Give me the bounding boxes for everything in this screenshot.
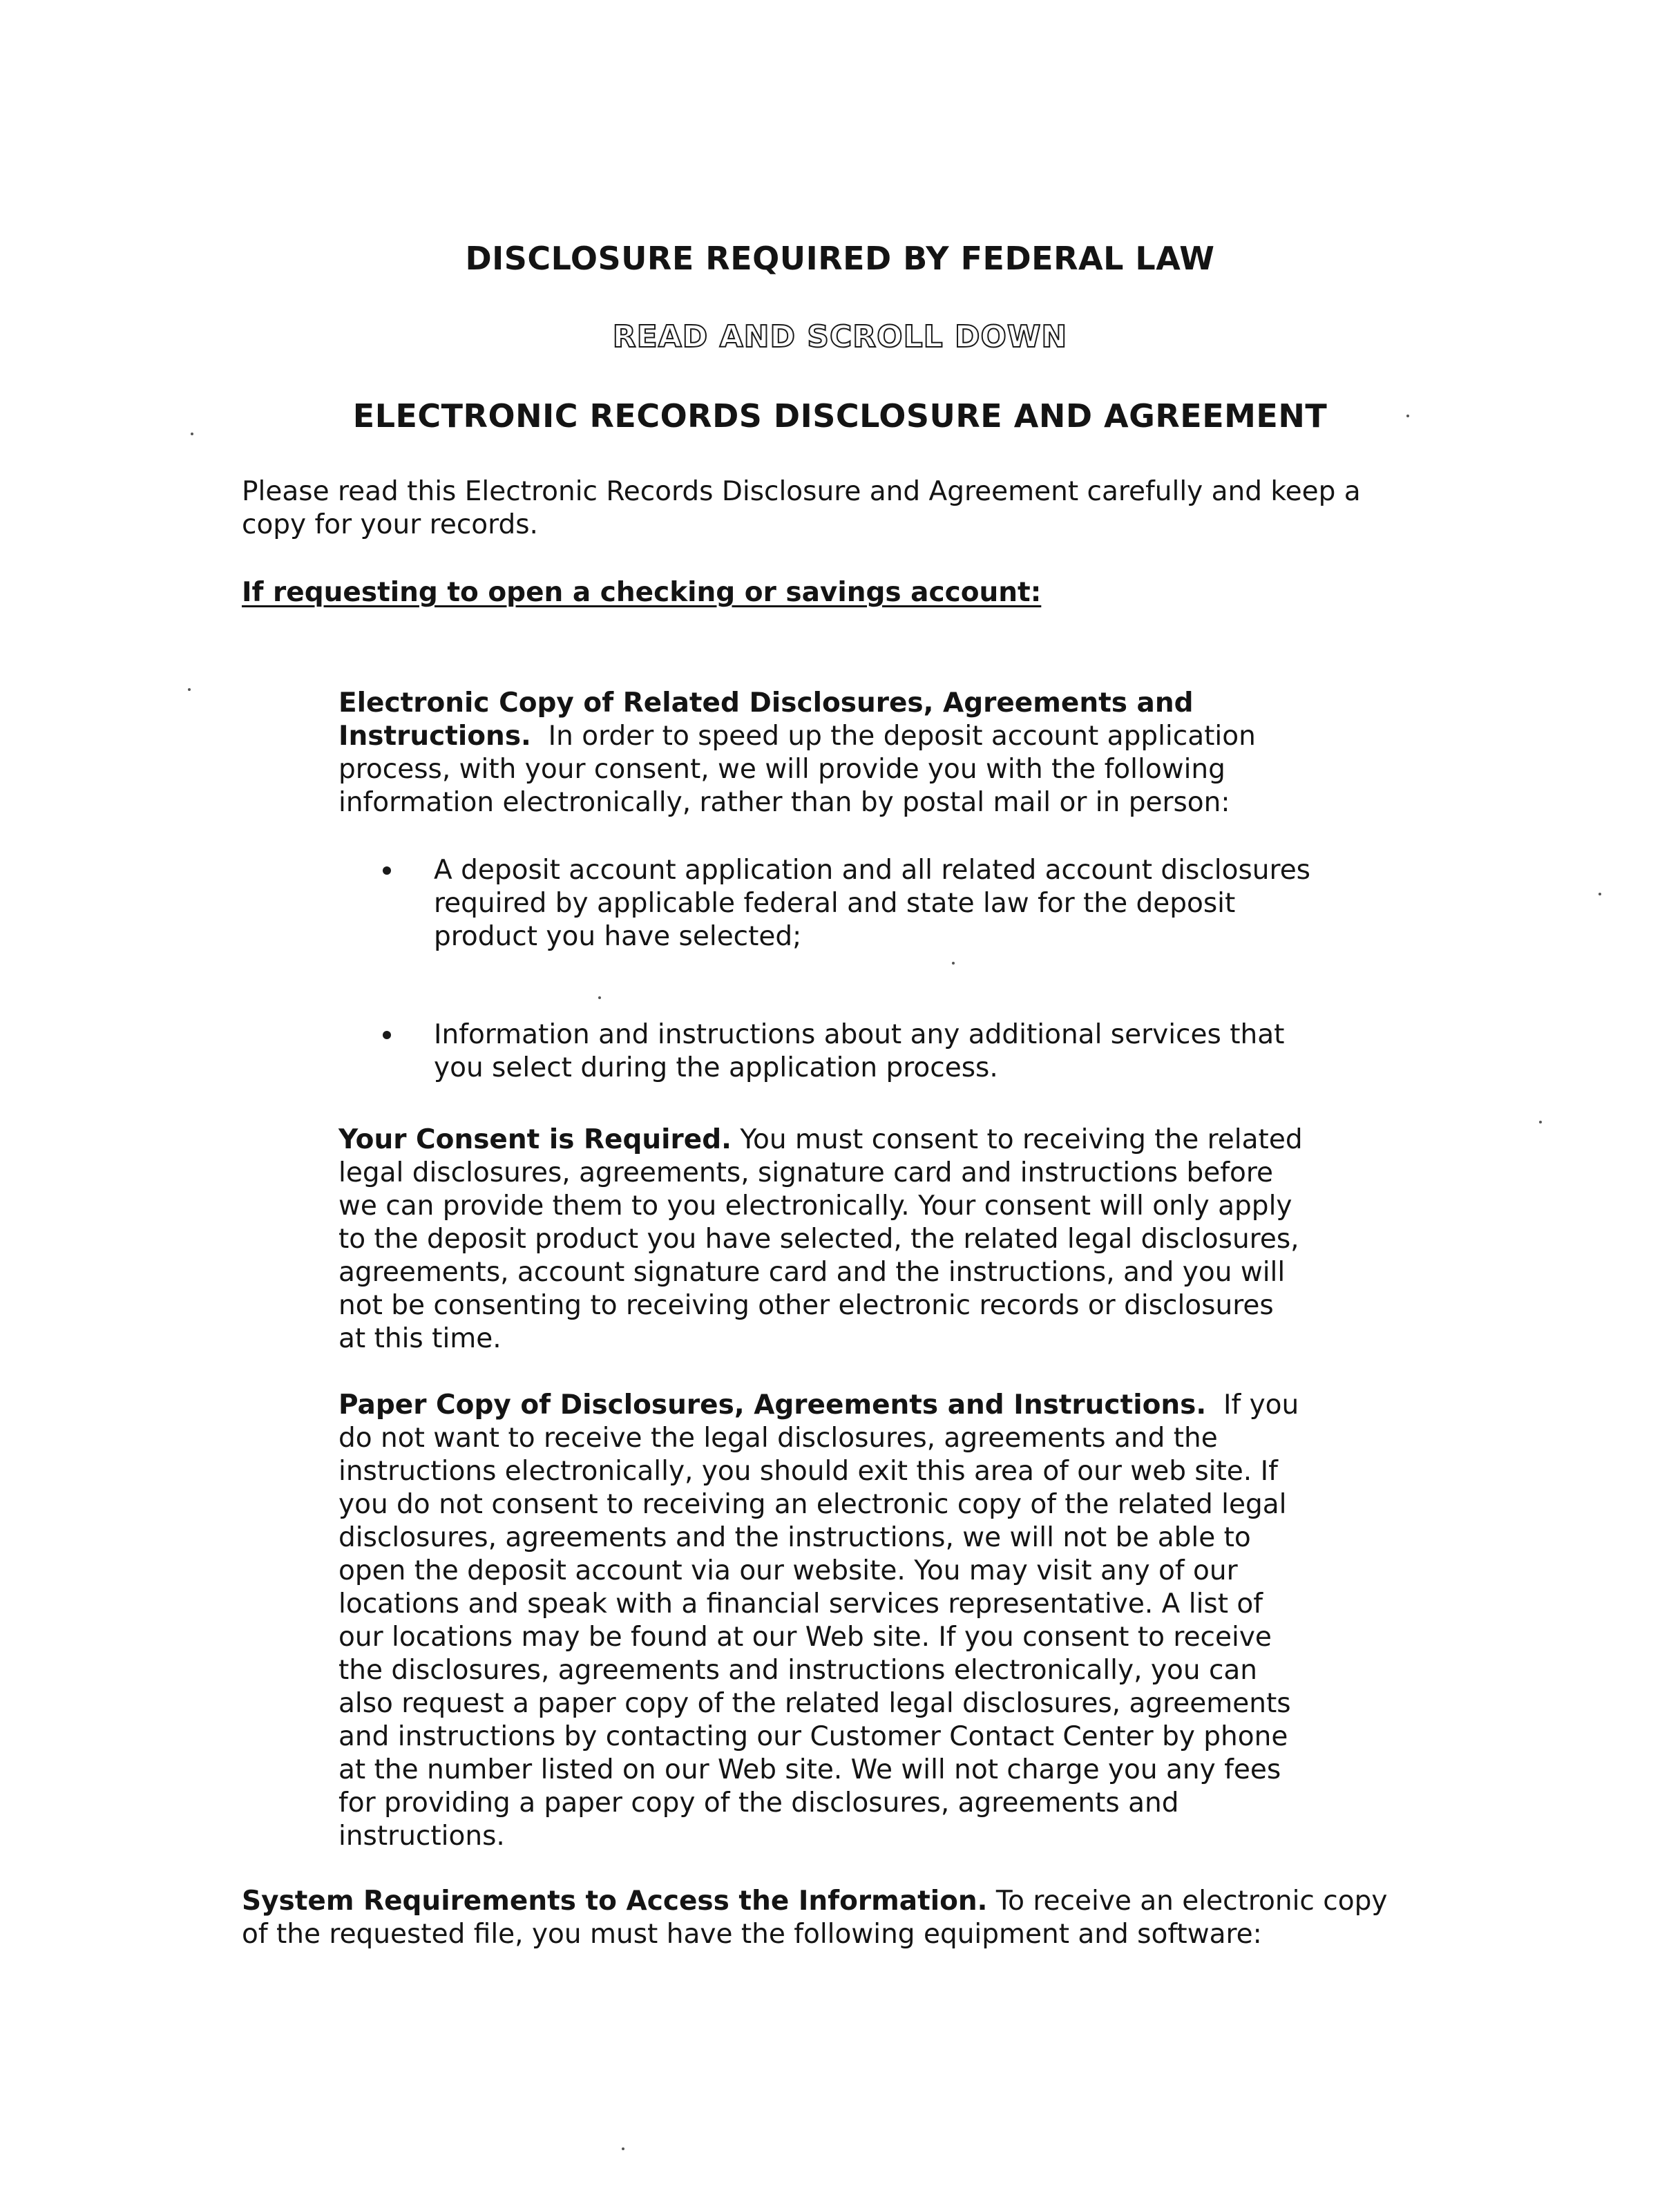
- electronic-copy-body: In order to speed up the deposit account application process, with your consent, we will provide you with the following information electronically, rather than by postal mail or in person:: [338, 721, 1256, 818]
- section-heading: If requesting to open a checking or savings account:: [242, 577, 1042, 608]
- page-title: DISCLOSURE REQUIRED BY FEDERAL LAW: [465, 240, 1215, 277]
- scan-speck: [191, 433, 193, 435]
- list-item: [373, 854, 1312, 953]
- scroll-instruction: READ AND SCROLL DOWN: [612, 319, 1068, 354]
- system-requirements-lead: System Requirements to Access the Information.: [242, 1886, 988, 1917]
- scan-speck: [1406, 415, 1409, 417]
- scan-speck: [598, 996, 601, 999]
- system-requirements-paragraph: [242, 1885, 1402, 1951]
- document-title: ELECTRONIC RECORDS DISCLOSURE AND AGREEMENT: [352, 397, 1328, 435]
- system-requirements-body: To receive an electronic copy of the requested file, you must have the following equipment and software:: [242, 1886, 1388, 1950]
- intro-paragraph: Please read this Electronic Records Disclosure and Agreement carefully and keep a copy for your records.: [242, 476, 1361, 540]
- scan-speck: [1598, 893, 1601, 895]
- scan-speck: [188, 688, 191, 691]
- consent-lead: Your Consent is Required.: [338, 1124, 732, 1155]
- paper-copy-lead: Paper Copy of Disclosures, Agreements and Instructions.: [338, 1389, 1207, 1421]
- electronic-copy-list: [373, 854, 1312, 953]
- bullet-icon: [383, 1031, 391, 1039]
- scan-speck: [1539, 1121, 1542, 1123]
- scan-speck: [622, 2147, 624, 2150]
- electronic-copy-list-2: [373, 1018, 1312, 1085]
- list-item-text: A deposit account application and all related account disclosures required by applicable federal and state law for the deposit product you have selected;: [434, 855, 1311, 952]
- list-item: [373, 1018, 1312, 1085]
- consent-body: You must consent to receiving the related legal disclosures, agreements, signature card and instructions before we can provide them to you electronically. Your consent will only apply to the deposit product you have selected, the related legal disclosures, agreements, account signature card and the instructions, and you will not be consenting to receiving other electronic records or disclosures at this time.: [338, 1124, 1303, 1354]
- list-item-text: Information and instructions about any additional services that you select during the application process.: [434, 1019, 1285, 1083]
- scan-speck: [952, 962, 955, 965]
- electronic-copy-lead: Electronic Copy of Related Disclosures, Agreements and Instructions.: [338, 687, 1194, 752]
- bullet-icon: [383, 866, 391, 875]
- consent-paragraph: [338, 1123, 1306, 1356]
- electronic-copy-paragraph: [338, 687, 1306, 819]
- paper-copy-paragraph: [338, 1389, 1306, 1853]
- paper-copy-body: If you do not want to receive the legal disclosures, agreements and the instructions electronically, you should exit this area of our web site. If you do not consent to receiving an electronic copy of the related legal disclosures, agreements and the instructions, we will not be able to open the deposit account via our website. You may visit any of our locations and speak with a financial services representative. A list of our locations may be found at our Web site. If you consent to receive the disclosures, agreements and instructions electronically, you can also request a paper copy of the related legal disclosures, agreements and instructions by contacting our Customer Contact Center by phone at the number listed on our Web site. We will not charge you any fees for providing a paper copy of the disclosures, agreements and instructions.: [338, 1389, 1299, 1852]
